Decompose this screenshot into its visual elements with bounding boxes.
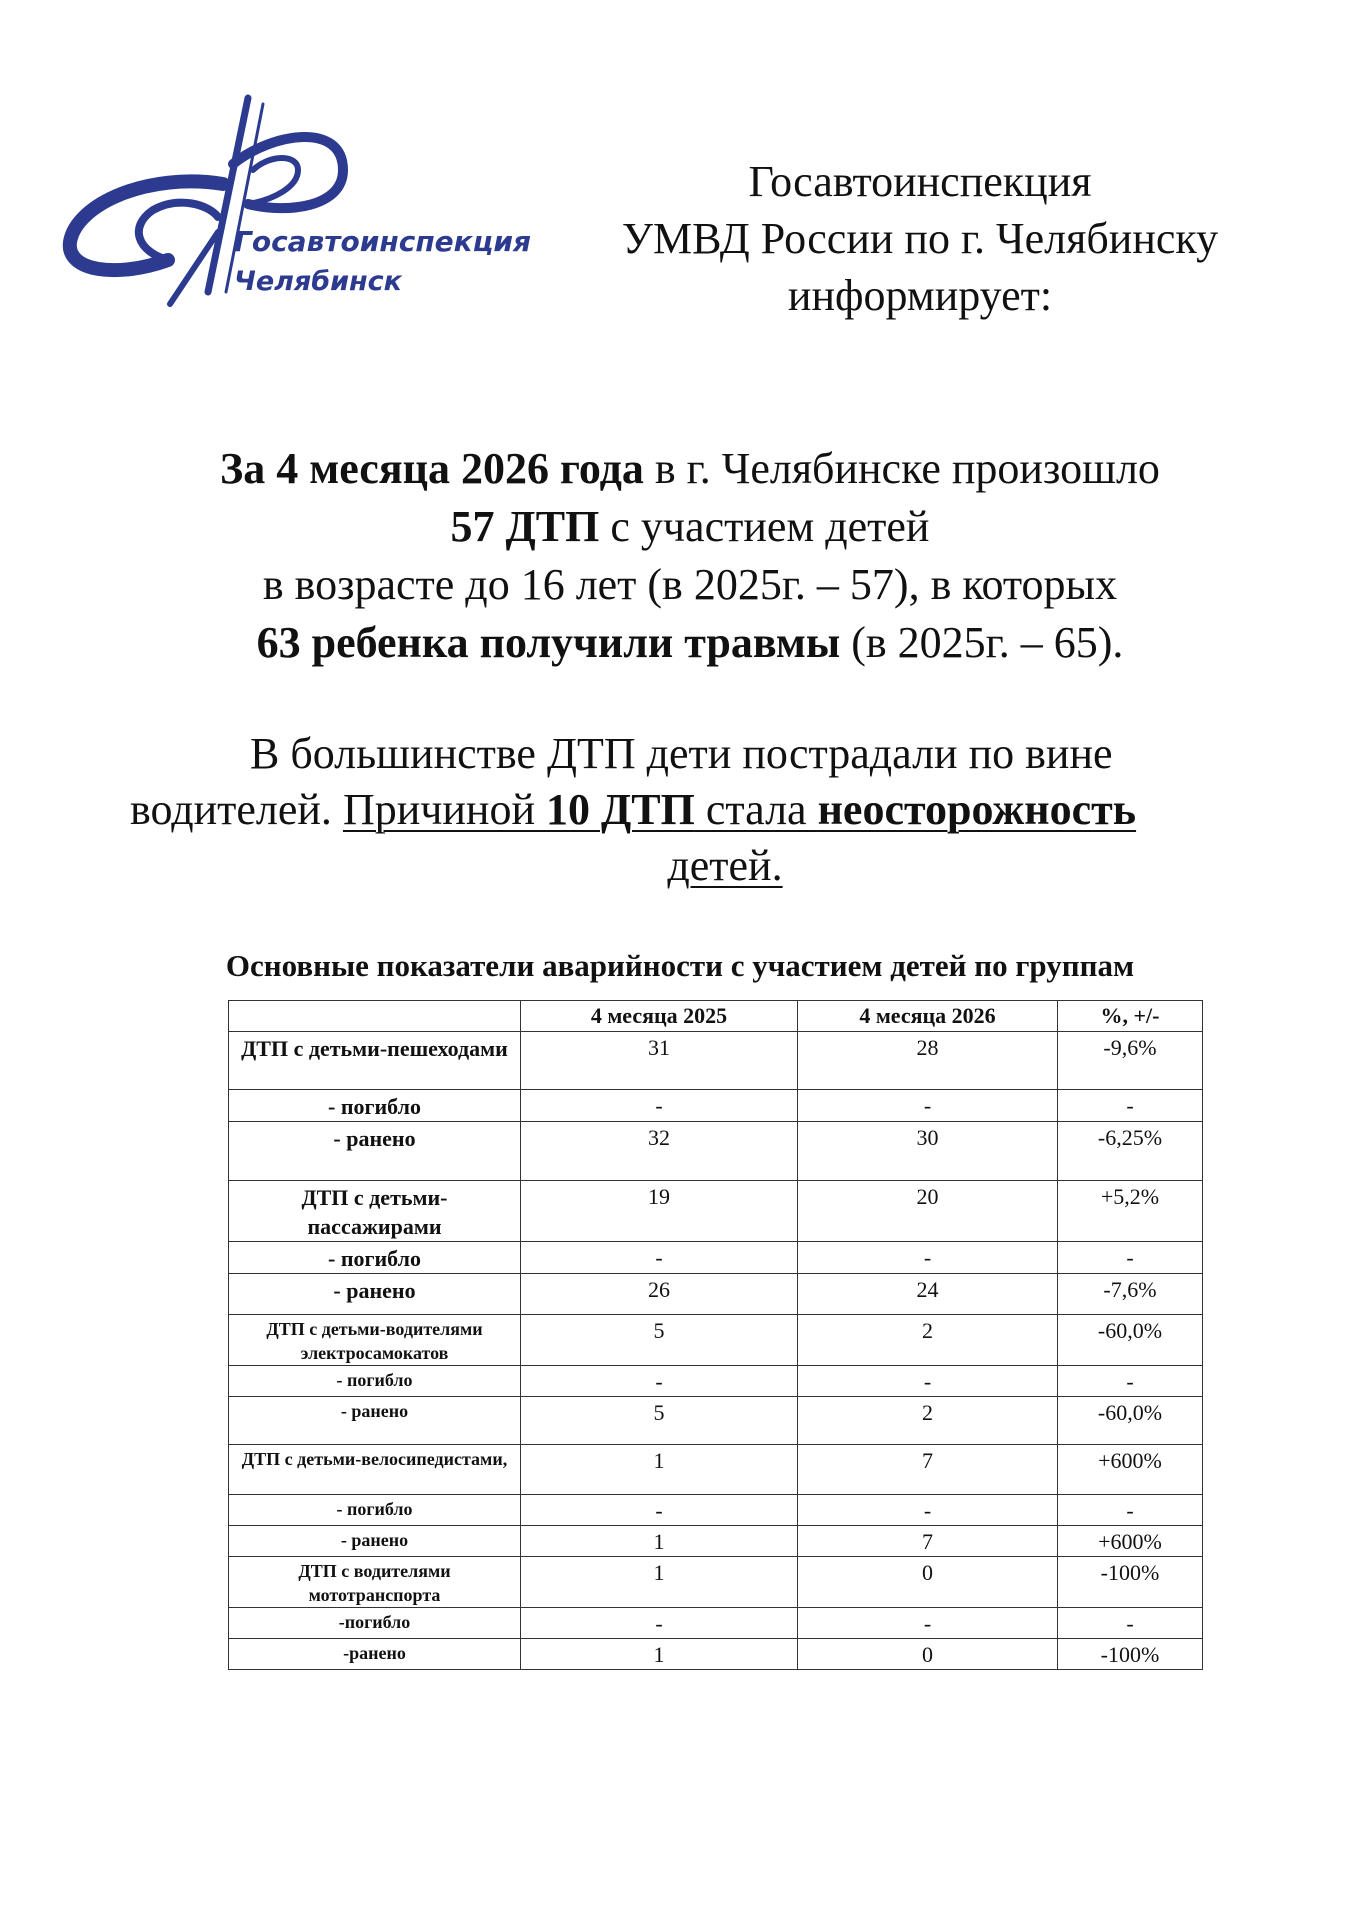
value-2025: 5 — [521, 1397, 798, 1445]
table-row — [229, 1366, 1203, 1397]
value-change: - — [1058, 1090, 1203, 1122]
cause-paragraph — [100, 726, 1280, 894]
row-label: ДТП с детьми-пешеходами — [229, 1032, 521, 1090]
value-change: +5,2% — [1058, 1181, 1203, 1242]
value-2026: 7 — [798, 1526, 1058, 1557]
logo-text-top: Госавтоинспекция — [234, 225, 532, 258]
row-label: ДТП с детьми-велосипедистами, — [229, 1445, 521, 1495]
table-row — [229, 1181, 1203, 1242]
row-label: - ранено — [229, 1274, 521, 1315]
value-2025: 31 — [521, 1032, 798, 1090]
value-2026: 7 — [798, 1445, 1058, 1495]
summary-period: За 4 месяца 2026 года — [220, 444, 644, 493]
logo-text-city: Челябинск — [234, 266, 402, 297]
row-label: ДТП с детьми-водителями электросамокатов — [229, 1315, 521, 1366]
value-2026: - — [798, 1242, 1058, 1274]
value-2025: 5 — [521, 1315, 798, 1366]
value-change: -100% — [1058, 1557, 1203, 1608]
agency-line: информирует: — [787, 271, 1053, 320]
summary-accidents-count: 57 ДТП — [450, 502, 600, 551]
value-2025: - — [521, 1495, 798, 1526]
value-2026: - — [798, 1366, 1058, 1397]
summary-line: в возрасте до 16 лет (в 2025г. – 57), в которых — [262, 560, 1118, 609]
table-row — [229, 1032, 1203, 1090]
summary-text: с участием детей — [599, 502, 930, 551]
table-row — [229, 1526, 1203, 1557]
value-2026: - — [798, 1608, 1058, 1639]
cause-highlight: детей. — [667, 841, 783, 890]
value-2026: 28 — [798, 1032, 1058, 1090]
table-row — [229, 1495, 1203, 1526]
cause-reason: неосторожность — [817, 785, 1137, 834]
table-row — [229, 1242, 1203, 1274]
table-title: Основные показатели аварийности с участием детей по группам — [225, 948, 1135, 983]
value-2026: 20 — [798, 1181, 1058, 1242]
column-header — [229, 1001, 521, 1032]
summary-injured-count: 63 ребенка получили травмы — [256, 618, 841, 667]
column-header: 4 месяца 2026 — [798, 1001, 1058, 1032]
row-label: -ранено — [229, 1639, 521, 1670]
cause-line: В большинстве ДТП дети пострадали по вине — [250, 729, 1113, 778]
cause-line — [100, 838, 1280, 894]
agency-header — [560, 153, 1280, 324]
agency-line: Госавтоинспекция — [748, 157, 1092, 206]
value-2026: - — [798, 1090, 1058, 1122]
value-change: -100% — [1058, 1639, 1203, 1670]
row-label: - ранено — [229, 1122, 521, 1181]
value-change: -6,25% — [1058, 1122, 1203, 1181]
summary-line — [110, 498, 1270, 556]
row-label: - погибло — [229, 1366, 521, 1397]
table-row — [229, 1445, 1203, 1495]
value-change: -60,0% — [1058, 1397, 1203, 1445]
value-2026: 30 — [798, 1122, 1058, 1181]
row-label: - ранено — [229, 1397, 521, 1445]
value-change: -7,6% — [1058, 1274, 1203, 1315]
value-2025: - — [521, 1366, 798, 1397]
value-2025: 1 — [521, 1526, 798, 1557]
value-2025: 1 — [521, 1445, 798, 1495]
table-row — [229, 1274, 1203, 1315]
table-row — [229, 1315, 1203, 1366]
summary-text: в г. Челябинске произошло — [643, 444, 1160, 493]
value-change: -9,6% — [1058, 1032, 1203, 1090]
table-row — [229, 1608, 1203, 1639]
value-change: +600% — [1058, 1526, 1203, 1557]
value-2025: 1 — [521, 1639, 798, 1670]
row-label: ДТП с водителями мототранспорта — [229, 1557, 521, 1608]
cause-text: стала — [694, 785, 818, 834]
cause-count: 10 ДТП — [546, 785, 695, 834]
value-change: - — [1058, 1242, 1203, 1274]
table-row — [229, 1090, 1203, 1122]
table-row — [229, 1122, 1203, 1181]
cause-line — [100, 782, 1280, 838]
summary-line — [110, 614, 1270, 672]
value-2025: 19 — [521, 1181, 798, 1242]
value-2025: - — [521, 1090, 798, 1122]
cause-text: водителей. — [130, 785, 343, 834]
value-2025: 32 — [521, 1122, 798, 1181]
value-2026: - — [798, 1495, 1058, 1526]
value-2025: - — [521, 1242, 798, 1274]
value-2026: 2 — [798, 1397, 1058, 1445]
table-row — [229, 1557, 1203, 1608]
value-change: +600% — [1058, 1445, 1203, 1495]
column-header: %, +/- — [1058, 1001, 1203, 1032]
value-2025: - — [521, 1608, 798, 1639]
value-2025: 1 — [521, 1557, 798, 1608]
cause-text: Причиной — [342, 785, 547, 834]
row-label: - погибло — [229, 1242, 521, 1274]
row-label: - погибло — [229, 1495, 521, 1526]
table-row — [229, 1397, 1203, 1445]
value-2026: 0 — [798, 1639, 1058, 1670]
value-2026: 2 — [798, 1315, 1058, 1366]
table-row — [229, 1639, 1203, 1670]
row-label: -погибло — [229, 1608, 521, 1639]
row-label: ДТП с детьми-пассажирами — [229, 1181, 521, 1242]
value-change: -60,0% — [1058, 1315, 1203, 1366]
summary-text: (в 2025г. – 65). — [840, 618, 1124, 667]
value-2026: 24 — [798, 1274, 1058, 1315]
gosavtoinspektsiya-logo — [58, 92, 538, 312]
value-2025: 26 — [521, 1274, 798, 1315]
summary-line — [110, 440, 1270, 498]
row-label: - погибло — [229, 1090, 521, 1122]
agency-line: УМВД России по г. Челябинску — [621, 214, 1219, 263]
value-2026: 0 — [798, 1557, 1058, 1608]
summary-paragraph — [110, 440, 1270, 672]
value-change: - — [1058, 1366, 1203, 1397]
value-change: - — [1058, 1495, 1203, 1526]
row-label: - ранено — [229, 1526, 521, 1557]
cause-highlight — [343, 785, 1136, 834]
accident-stats-table — [228, 1000, 1203, 1670]
value-change: - — [1058, 1608, 1203, 1639]
table-header-row — [229, 1001, 1203, 1032]
column-header: 4 месяца 2025 — [521, 1001, 798, 1032]
